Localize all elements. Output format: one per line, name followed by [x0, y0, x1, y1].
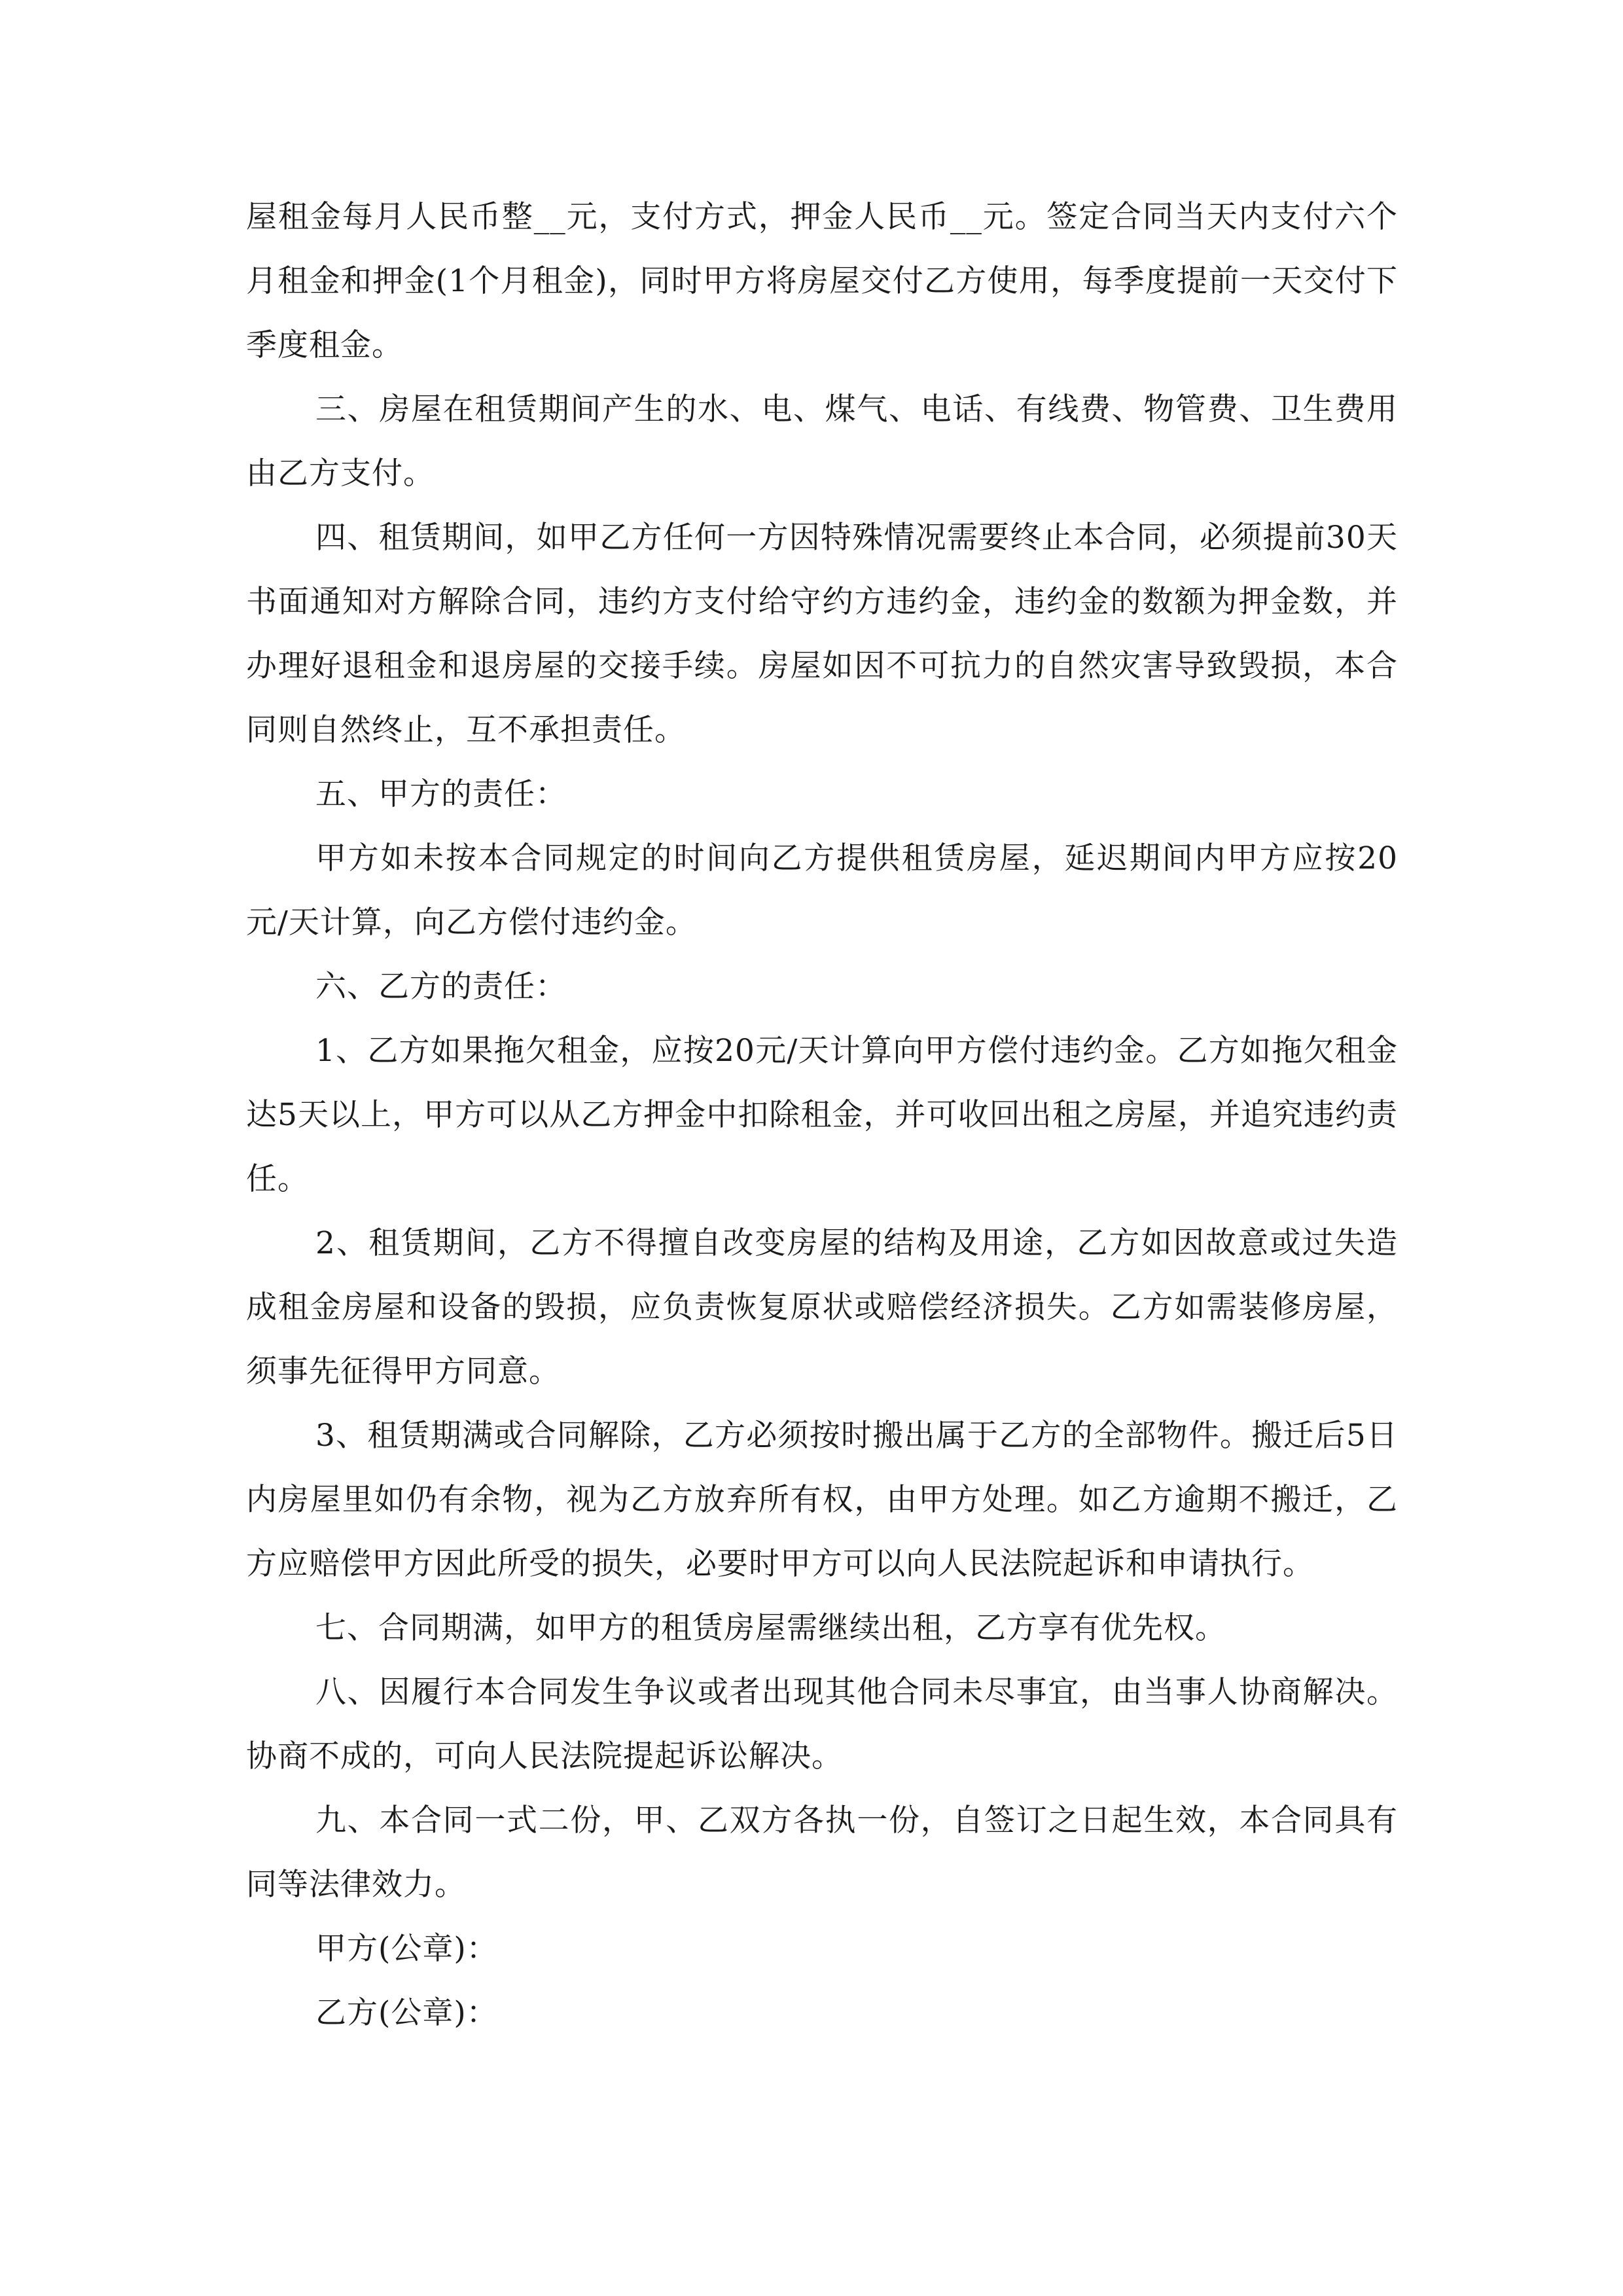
heading-clause-6-tenant-duty: 六、乙方的责任： — [315, 969, 567, 1005]
paragraph-clause-3-utilities: 三、房屋在租赁期间产生的水、电、煤气、电话、有线费、物管费、卫生费用由乙方支付。 — [246, 391, 1398, 492]
paragraph-tenant-duty-1: 1、乙方如果拖欠租金，应按20元/天计算向甲方偿付违约金。乙方如拖欠租金达5天以上，甲方可以从乙方押金中扣除租金，并可收回出租之房屋，并追究违约责任。 — [246, 1033, 1398, 1197]
paragraph-clause-9-copies: 九、本合同一式二份，甲、乙双方各执一份，自签订之日起生效，本合同具有同等法律效力。 — [246, 1803, 1398, 1903]
paragraph-tenant-duty-3: 3、租赁期满或合同解除，乙方必须按时搬出属于乙方的全部物件。搬迁后5日内房屋里如仍有余物，视为乙方放弃所有权，由甲方处理。如乙方逾期不搬迁，乙方应赔偿甲方因此所受的损失，必要时甲方可以向人民法院起诉和申请执行。 — [246, 1418, 1398, 1582]
paragraph-rent-payment: 屋租金每月人民币整__元，支付方式，押金人民币__元。签定合同当天内支付六个月租金和押金(1个月租金)，同时甲方将房屋交付乙方使用，每季度提前一天交付下季度租金。 — [246, 199, 1398, 363]
signature-party-b: 乙方(公章)： — [315, 1995, 498, 2031]
paragraph-clause-4-termination: 四、租赁期间，如甲乙方任何一方因特殊情况需要终止本合同，必须提前30天书面通知对方解除合同，违约方支付给守约方违约金，违约金的数额为押金数，并办理好退租金和退房屋的交接手续。房屋如因不可抗力的自然灾害导致毁损，本合同则自然终止，互不承担责任。 — [246, 520, 1398, 748]
heading-clause-5-landlord-duty: 五、甲方的责任： — [315, 776, 567, 812]
paragraph-clause-8-disputes: 八、因履行本合同发生争议或者出现其他合同未尽事宜，由当事人协商解决。协商不成的，可向人民法院提起诉讼解决。 — [246, 1674, 1398, 1774]
document-page — [246, 185, 1398, 2045]
paragraph-tenant-duty-2: 2、租赁期间，乙方不得擅自改变房屋的结构及用途，乙方如因故意或过失造成租金房屋和设备的毁损，应负责恢复原状或赔偿经济损失。乙方如需装修房屋，须事先征得甲方同意。 — [246, 1225, 1398, 1390]
paragraph-landlord-delay-penalty: 甲方如未按本合同规定的时间向乙方提供租赁房屋，延迟期间内甲方应按20元/天计算，向乙方偿付违约金。 — [246, 840, 1398, 941]
signature-party-a: 甲方(公章)： — [315, 1931, 498, 1967]
paragraph-clause-7-priority: 七、合同期满，如甲方的租赁房屋需继续出租，乙方享有优先权。 — [315, 1610, 1226, 1646]
